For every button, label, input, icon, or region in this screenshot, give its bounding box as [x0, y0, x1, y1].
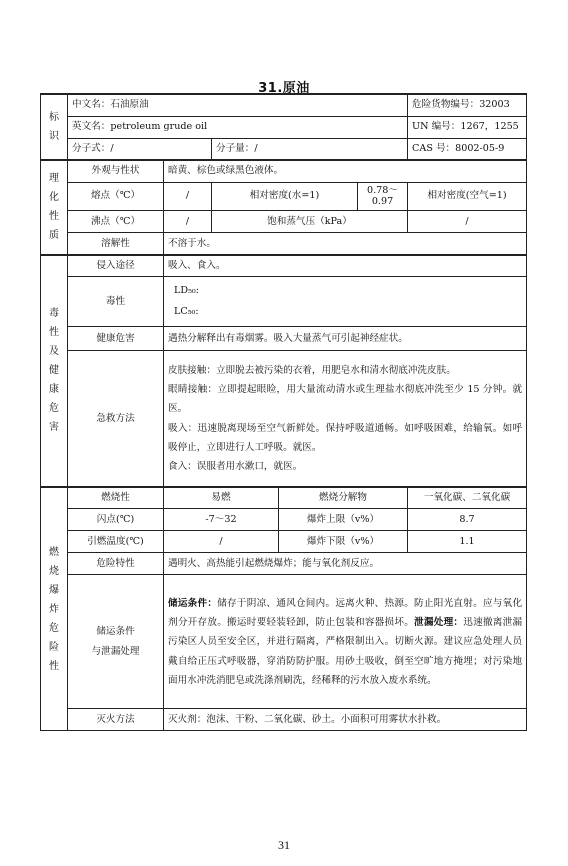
melting-point-value: / — [164, 182, 212, 211]
leak-label: 与泄漏处理 — [91, 645, 140, 657]
first-aid-value — [164, 351, 527, 487]
flammability-value: 易燃 — [164, 487, 279, 509]
upper-explosive-limit-label: 爆炸上限（v%） — [279, 509, 408, 531]
exposure-route-label: 侵入途径 — [68, 255, 164, 277]
combustion-products-value: 一氧化碳、二氧化碳 — [408, 487, 527, 509]
leak-text: 迅速撤离泄漏污染区人员至安全区，并进行隔离，严格限制出入。切断火源。建议应急处理人员戴自给正压式呼吸器，穿消防防护服。用砂土吸收，倒至空旷地方掩埋；对污染地面用水冲洗消肥皂或洗涤剂刷洗，经稀释的污水放入废水系统。 — [168, 616, 523, 687]
solubility-value: 不溶于水。 — [164, 233, 527, 255]
rel-density-water-label: 相对密度(水=1) — [212, 182, 358, 211]
appearance-label: 外观与性状 — [68, 160, 164, 182]
storage-leak-label — [68, 575, 164, 709]
msds-table — [40, 93, 527, 731]
cn-name: 中文名：石油原油 — [68, 94, 408, 116]
appearance-value: 暗黄、棕色或绿黑色液体。 — [164, 160, 527, 182]
hazard-properties-label: 危险特性 — [68, 553, 164, 575]
flash-point-value: -7～32 — [164, 509, 279, 531]
flammability-label: 燃烧性 — [68, 487, 164, 509]
storage-heading: 储运条件： — [168, 597, 218, 609]
section-fire: 燃 烧 爆 炸 危 险 性 — [41, 487, 68, 731]
mol-weight: 分子量：/ — [212, 138, 408, 160]
autoignition-value: / — [164, 531, 279, 553]
en-name: 英文名：petroleum grude oil — [68, 116, 408, 138]
solubility-label: 溶解性 — [68, 233, 164, 255]
section-physical: 理 化 性 质 — [41, 160, 68, 255]
upper-explosive-limit-value: 8.7 — [408, 509, 527, 531]
section-identification: 标 识 — [41, 94, 68, 160]
boiling-point-label: 沸点（℃） — [68, 211, 164, 233]
rel-density-water-value: 0.78～0.97 — [358, 182, 408, 211]
flash-point-label: 闪点(℃) — [68, 509, 164, 531]
combustion-products-label: 燃烧分解物 — [279, 487, 408, 509]
boiling-point-value: / — [164, 211, 212, 233]
page-number: 31 — [278, 838, 290, 852]
storage-leak-value — [164, 575, 527, 709]
autoignition-label: 引燃温度(℃) — [68, 531, 164, 553]
health-hazard-value: 遇热分解释出有毒烟雾。吸入大量蒸气可引起神经症状。 — [164, 327, 527, 351]
vapor-pressure-label: 饱和蒸气压（kPa） — [212, 211, 408, 233]
first-aid-ingestion: 食入：误服者用水漱口，就医。 — [168, 461, 303, 473]
vapor-pressure-value: / — [408, 211, 527, 233]
lower-explosive-limit-label: 爆炸下限（v%） — [279, 531, 408, 553]
extinguishing-label: 灭火方法 — [68, 709, 164, 731]
melting-point-label: 熔点（℃） — [68, 182, 164, 211]
page-title: 31.原油 — [258, 81, 310, 96]
health-hazard-label: 健康危害 — [68, 327, 164, 351]
toxicity-value — [164, 277, 527, 327]
lc50: LC₅₀: — [174, 305, 199, 317]
dg-number: 危险货物编号：32003 — [408, 94, 527, 116]
section-toxicity: 毒 性 及 健 康 危 害 — [41, 255, 68, 487]
storage-label: 储运条件 — [96, 625, 135, 637]
first-aid-skin: 皮肤接触：立即脱去被污染的衣着，用肥皂水和清水彻底冲洗皮肤。 — [168, 364, 456, 376]
first-aid-label: 急救方法 — [68, 351, 164, 487]
exposure-route-value: 吸入、食入。 — [164, 255, 527, 277]
cas-number: CAS 号：8002-05-9 — [408, 138, 527, 160]
lower-explosive-limit-value: 1.1 — [408, 531, 527, 553]
first-aid-eyes: 眼睛接触：立即提起眼睑，用大量流动清水或生理盐水彻底冲洗至少 15 分钟。就医。 — [168, 383, 523, 415]
extinguishing-value: 灭火剂：泡沫、干粉、二氧化碳、砂土。小面积可用雾状水扑救。 — [164, 709, 527, 731]
toxicity-label: 毒性 — [68, 277, 164, 327]
hazard-properties-value: 遇明火、高热能引起燃烧爆炸；能与氧化剂反应。 — [164, 553, 527, 575]
un-number: UN 编号：1267，1255 — [408, 116, 527, 138]
formula: 分子式：/ — [68, 138, 212, 160]
ld50: LD₅₀: — [174, 285, 199, 297]
leak-heading: 泄漏处理： — [414, 616, 464, 628]
first-aid-inhalation: 吸入：迅速脱离现场至空气新鲜处。保持呼吸道通畅。如呼吸困难，给输氧。如呼吸停止，立即进行人工呼吸。就医。 — [168, 422, 523, 454]
storage-text: 储存于阴凉、通风仓间内。远离火种、热源。防止阳光直射。应与氧化剂分开存放。搬运时要轻装轻卸，防止包装和容器损坏。 — [168, 597, 523, 628]
rel-density-air-label: 相对密度(空气=1) — [408, 182, 527, 211]
